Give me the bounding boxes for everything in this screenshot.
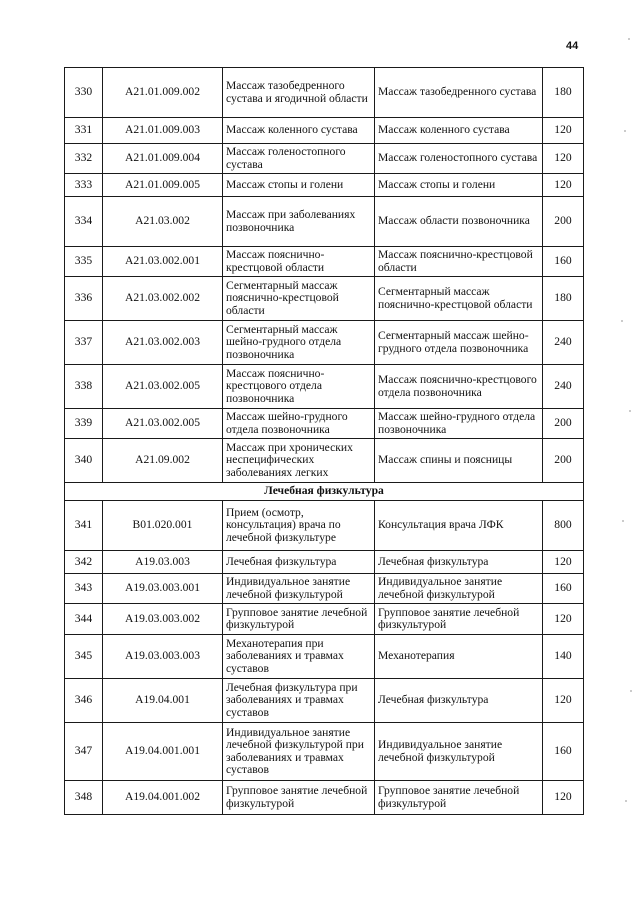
service-description: Массаж шейно-грудного отдела позвоночника [375,409,543,439]
service-price: 180 [543,68,584,118]
service-name: Массаж при заболеваниях позвоночника [223,197,375,247]
scan-speck [630,690,632,692]
service-name: Массаж при хронических неспецифических заболеваниях легких [223,439,375,483]
service-name: Массаж тазобедренного сустава и ягодичной области [223,68,375,118]
page-number: 44 [566,40,579,52]
service-code: A21.03.002.001 [103,247,223,277]
service-code: A19.03.003.003 [103,635,223,679]
scan-speck [621,320,623,322]
service-name: Массаж пояснично-крестцовой области [223,247,375,277]
service-name: Массаж голеностопного сустава [223,144,375,174]
service-name: Прием (осмотр, консультация) врача по лечебной физкультуре [223,501,375,551]
service-code: A19.04.001.002 [103,781,223,815]
section-title: Лечебная физкультура [65,483,584,501]
service-price: 240 [543,321,584,365]
service-price: 180 [543,277,584,321]
service-description: Сегментарный массаж шейно-грудного отдела позвоночника [375,321,543,365]
row-number: 330 [65,68,103,118]
row-number: 336 [65,277,103,321]
service-code: A21.09.002 [103,439,223,483]
service-description: Индивидуальное занятие лечебной физкультурой [375,574,543,604]
service-description: Массаж стопы и голени [375,174,543,197]
scan-speck [624,130,626,132]
service-price: 120 [543,551,584,574]
service-code: A19.04.001 [103,679,223,723]
service-code: A19.03.003.002 [103,604,223,635]
service-price: 200 [543,197,584,247]
row-number: 335 [65,247,103,277]
service-price: 120 [543,118,584,144]
row-number: 338 [65,365,103,409]
table-body-lfk [65,501,584,815]
service-price: 120 [543,144,584,174]
service-code: A19.03.003.001 [103,574,223,604]
table-row [65,574,584,604]
service-price: 140 [543,635,584,679]
row-number: 334 [65,197,103,247]
table-row [65,723,584,781]
table-row [65,604,584,635]
service-price: 160 [543,574,584,604]
service-description: Механотерапия [375,635,543,679]
service-name: Индивидуальное занятие лечебной физкультурой [223,574,375,604]
service-price: 120 [543,679,584,723]
table-row [65,365,584,409]
service-description: Индивидуальное занятие лечебной физкультурой [375,723,543,781]
row-number: 331 [65,118,103,144]
service-name: Лечебная физкультура при заболеваниях и травмах суставов [223,679,375,723]
service-description: Лечебная физкультура [375,551,543,574]
table-row [65,635,584,679]
scan-speck [622,520,624,522]
service-code: A21.01.009.002 [103,68,223,118]
service-description: Массаж тазобедренного сустава [375,68,543,118]
service-description: Массаж пояснично-крестцового отдела позвоночника [375,365,543,409]
service-description: Сегментарный массаж пояснично-крестцовой области [375,277,543,321]
row-number: 333 [65,174,103,197]
service-code: A19.03.003 [103,551,223,574]
service-code: B01.020.001 [103,501,223,551]
table-row [65,321,584,365]
service-name: Групповое занятие лечебной физкультурой [223,781,375,815]
service-code: A21.01.009.005 [103,174,223,197]
service-name: Сегментарный массаж пояснично-крестцовой области [223,277,375,321]
section-header-row [65,483,584,501]
row-number: 341 [65,501,103,551]
service-price: 200 [543,409,584,439]
table-row [65,551,584,574]
row-number: 343 [65,574,103,604]
service-name: Массаж пояснично-крестцового отдела позвоночника [223,365,375,409]
table-body-massage [65,68,584,483]
row-number: 348 [65,781,103,815]
service-description: Массаж пояснично-крестцовой области [375,247,543,277]
service-description: Групповое занятие лечебной физкультурой [375,781,543,815]
price-table [64,67,584,815]
service-code: A21.03.002.002 [103,277,223,321]
service-price: 120 [543,174,584,197]
scan-speck [628,38,630,40]
row-number: 332 [65,144,103,174]
service-price: 800 [543,501,584,551]
table-row [65,679,584,723]
row-number: 347 [65,723,103,781]
table-row [65,68,584,118]
scan-speck [625,800,627,802]
service-description: Групповое занятие лечебной физкультурой [375,604,543,635]
row-number: 337 [65,321,103,365]
service-code: A21.01.009.003 [103,118,223,144]
service-price: 200 [543,439,584,483]
table-row [65,197,584,247]
table-row [65,118,584,144]
row-number: 342 [65,551,103,574]
service-code: A21.03.002.005 [103,365,223,409]
service-price: 160 [543,247,584,277]
service-code: A19.04.001.001 [103,723,223,781]
row-number: 340 [65,439,103,483]
table-row [65,247,584,277]
service-description: Массаж области позвоночника [375,197,543,247]
service-price: 240 [543,365,584,409]
service-name: Групповое занятие лечебной физкультурой [223,604,375,635]
service-description: Массаж спины и поясницы [375,439,543,483]
service-description: Лечебная физкультура [375,679,543,723]
row-number: 339 [65,409,103,439]
row-number: 345 [65,635,103,679]
table-row [65,781,584,815]
service-code: A21.03.002 [103,197,223,247]
service-name: Массаж стопы и голени [223,174,375,197]
scan-speck [629,410,631,412]
service-description: Консультация врача ЛФК [375,501,543,551]
service-name: Индивидуальное занятие лечебной физкультурой при заболеваниях и травмах суставов [223,723,375,781]
service-price: 120 [543,604,584,635]
service-description: Массаж голеностопного сустава [375,144,543,174]
table-row [65,501,584,551]
row-number: 346 [65,679,103,723]
table-row [65,144,584,174]
service-name: Лечебная физкультура [223,551,375,574]
service-price: 120 [543,781,584,815]
table-row [65,409,584,439]
section-row-group [65,483,584,501]
service-name: Массаж коленного сустава [223,118,375,144]
service-description: Массаж коленного сустава [375,118,543,144]
row-number: 344 [65,604,103,635]
service-price: 160 [543,723,584,781]
service-code: A21.03.002.003 [103,321,223,365]
service-code: A21.01.009.004 [103,144,223,174]
service-name: Массаж шейно-грудного отдела позвоночника [223,409,375,439]
service-code: A21.03.002.005 [103,409,223,439]
service-name: Механотерапия при заболеваниях и травмах суставов [223,635,375,679]
service-name: Сегментарный массаж шейно-грудного отдела позвоночника [223,321,375,365]
table-row [65,277,584,321]
table-row [65,439,584,483]
table-row [65,174,584,197]
